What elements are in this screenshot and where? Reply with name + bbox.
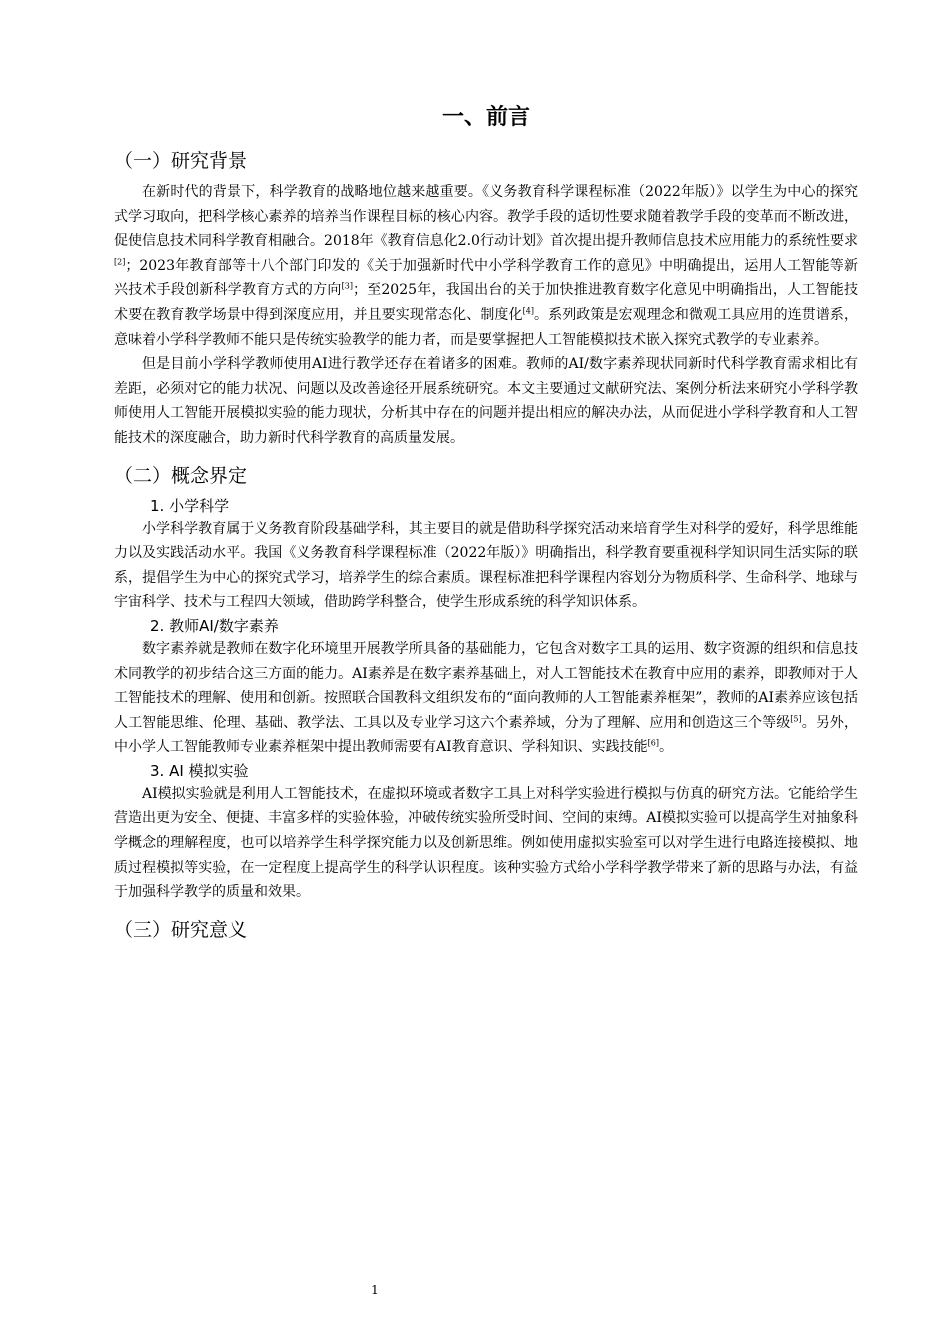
subsection-heading-primary-science: 1. 小学科学 xyxy=(150,496,230,515)
section-heading-definitions: （二）概念界定 xyxy=(114,464,248,487)
section-heading-background: （一）研究背景 xyxy=(114,150,248,172)
page-content xyxy=(114,100,858,949)
paragraph: 数字素养就是教师在数字化环境里开展教学所具备的基础能力，它包含对数字工具的运用、数字资源的组织和信息技术同教学的初步结合这三方面的能力。AI素养是在数字素养基础上，对人工智能技术在教育中应用的素养，即教师对于人工智能技术的理解、使用和创新。按照联合国教科文组织发布的“面向教师的人工智能素养框架”，教师的AI素养应该包括人工智能思维、伦理、基础、教学法、工具以及专业学习这六个素养域，分为了理解、应用和创造这三个等级[5]。另外，中小学人工智能教师专业素养框架中提出教师需要有AI教育意识、学科知识、实践技能[6]。 xyxy=(114,640,858,756)
citation-marker: [2] xyxy=(114,257,126,267)
section-heading-significance: （三）研究意义 xyxy=(114,918,248,941)
citation-marker: [4] xyxy=(522,306,534,316)
subsection-heading-ai-simulation: 3. AI 模拟实验 xyxy=(150,761,249,780)
paragraph: AI模拟实验就是利用人工智能技术，在虚拟环境或者数字工具上对科学实验进行模拟与仿真的研究方法。它能给学生营造出更为安全、便捷、丰富多样的实验体验，冲破传统实验所受时间、空间的束缚。AI模拟实验可以提高学生对抽象科学概念的理解程度，也可以培养学生科学探究能力以及创新思维。例如使用虚拟实验室可以对学生进行电路连接模拟、地质过程模拟等实验，在一定程度上提高学生的科学认识程度。该种实验方式给小学科学教学带来了新的思路与办法，有益于加强科学教学的质量和效果。 xyxy=(114,785,858,901)
page-number: 1 xyxy=(371,1283,379,1297)
paragraph: 在新时代的背景下，科学教育的战略地位越来越重要。《义务教育科学课程标准（2022年版）》以学生为中心的探究式学习取向，把科学核心素养的培养当作课程目标的核心内容。教学手段的适切性要求随着教学手段的变革而不断改进，促使信息技术同科学教育相融合。2018年《教育信息化2.0行动计划》首次提出提升教师信息技术应用能力的系统性要求[2]；2023年教育部等十八个部门印发的《关于加强新时代中小学科学教育工作的意见》中明确提出，运用人工智能等新兴技术手段创新科学教育方式的方向[3]；至2025年，我国出台的关于加快推进教育数字化意见中明确指出，人工智能技术要在教育教学场景中得到深度应用，并且要实现常态化、制度化[4]。系列政策是宏观理念和微观工具应用的连贯谱系，意味着小学科学教师不能只是传统实验教学的能力者，而是要掌握把人工智能模拟技术嵌入探究式教学的专业素养。 xyxy=(114,184,859,348)
citation-marker: [3] xyxy=(341,281,353,291)
citation-marker: [6] xyxy=(647,738,659,748)
citation-marker: [5] xyxy=(790,714,802,724)
paragraph: 但是目前小学科学教师使用AI进行教学还存在着诸多的困难。教师的AI/数字素养现状同新时代科学教育需求相比有差距，必须对它的能力状况、问题以及改善途径开展系统研究。本文主要通过文献研究法、案例分析法来研究小学科学教师使用人工智能开展模拟实验的能力现状，分析其中存在的问题并提出相应的解决办法，从而促进小学科学教育和人工智能技术的深度融合，助力新时代科学教育的高质量发展。 xyxy=(114,356,858,446)
page-title: 一、前言 xyxy=(441,105,530,130)
paragraph: 小学科学教育属于义务教育阶段基础学科，其主要目的就是借助科学探究活动来培育学生对科学的爱好，科学思维能力以及实践活动水平。我国《义务教育科学课程标准（2022年版）》明确指出，科学教育要重视科学知识同生活实际的联系，提倡学生为中心的探究式学习，培养学生的综合素质。课程标准把科学课程内容划分为物质科学、生命科学、地球与宇宙科学、技术与工程四大领域，借助跨学科整合，使学生形成系统的科学知识体系。 xyxy=(114,520,858,611)
subsection-heading-teacher-ai-literacy: 2. 教师AI/数字素养 xyxy=(150,616,279,635)
